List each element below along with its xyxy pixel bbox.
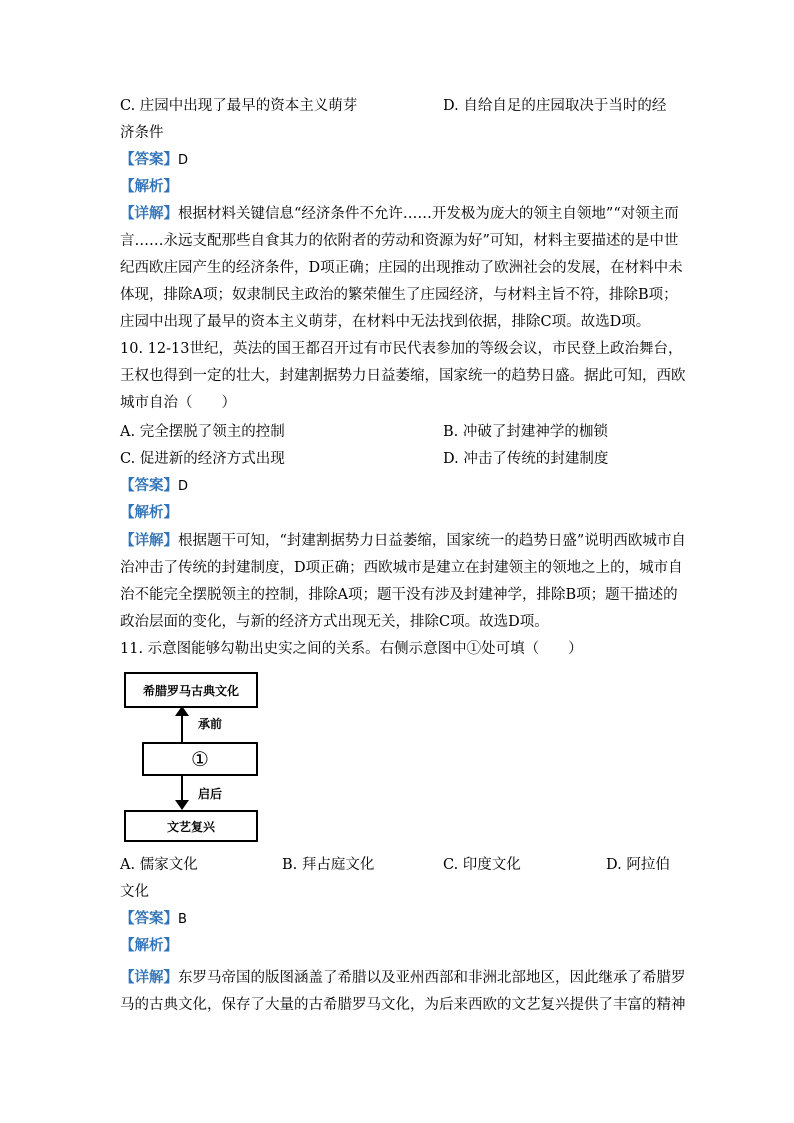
- answer-value: B: [178, 912, 187, 927]
- q11-option-d-cont: 文化: [120, 884, 149, 900]
- q9-detail-line: [120, 204, 679, 224]
- q11-answer: [120, 909, 187, 930]
- q11-analysis-tag: [120, 936, 178, 956]
- q11-option-c: C. 印度文化: [443, 857, 521, 873]
- q11-option-d: D. 阿拉伯: [606, 857, 670, 873]
- up-arrow-head-icon: [175, 706, 189, 716]
- up-arrow-label: 承前: [198, 717, 223, 731]
- q9-option-d: D. 自给自足的庄园取决于当时的经: [443, 98, 667, 114]
- q9-option-c: C. 庄园中出现了最早的资本主义萌芽: [120, 98, 358, 114]
- q9-detail-line: 庄园中出现了最早的资本主义萌芽，在材料中无法找到依据，排除C项。故选D项。: [120, 314, 651, 330]
- q10-detail-line: 治冲击了传统的封建制度，D项正确；西欧城市是建立在封建领主的领地之上的，城市自: [120, 560, 683, 576]
- q11-option-a: A. 儒家文化: [120, 857, 198, 873]
- detail-text: 根据题干可知，“封建割据势力日益萎缩，国家统一的趋势日盛”说明西欧城市自: [178, 533, 686, 549]
- q9-detail-line: 体现，排除A项；奴隶制民主政治的繁荣催生了庄园经济，与材料主旨不符，排除B项；: [120, 287, 678, 303]
- up-arrow-shaft: [181, 712, 183, 742]
- q10-option-d: D. 冲击了传统的封建制度: [443, 451, 609, 467]
- answer-value: D: [178, 153, 189, 168]
- q10-option-c: C. 促进新的经济方式出现: [120, 451, 285, 467]
- q11-stem: 11. 示意图能够勾勒出史实之间的关系。右侧示意图中①处可填（ ）: [120, 641, 583, 657]
- q10-option-a: A. 完全摆脱了领主的控制: [120, 424, 285, 440]
- answer-tag: 【答案】: [120, 477, 178, 494]
- q9-detail-line: 言……永远支配那些自食其力的依附者的劳动和资源为好”可知，材料主要描述的是中世: [120, 233, 679, 249]
- relationship-diagram: [120, 672, 270, 844]
- analysis-tag: 【解析】: [120, 178, 178, 195]
- q11-option-b: B. 拜占庭文化: [282, 857, 375, 873]
- q10-option-b: B. 冲破了封建神学的枷锁: [443, 424, 608, 440]
- q9-detail-line: 纪西欧庄园产生的经济条件，D项正确；庄园的出现推动了欧洲社会的发展，在材料中未: [120, 260, 683, 276]
- q9-answer: [120, 150, 188, 171]
- q10-analysis-tag: [120, 503, 178, 523]
- q9-option-d-cont: 济条件: [120, 125, 164, 141]
- q10-answer: [120, 476, 188, 497]
- detail-tag: 【详解】: [120, 969, 178, 986]
- q10-stem-line: 王权也得到一定的壮大，封建割据势力日益萎缩，国家统一的趋势日盛。据此可知，西欧: [120, 368, 686, 384]
- q10-stem-line: 10. 12-13世纪，英法的国王都召开过有市民代表参加的等级会议，市民登上政治舞台，: [120, 341, 683, 357]
- detail-text: 根据材料关键信息“经济条件不允许……开发极为庞大的领主自领地”“对领主而: [178, 206, 679, 222]
- q10-stem-line: 城市自治（ ）: [120, 395, 236, 411]
- down-arrow-label: 启后: [198, 787, 223, 801]
- detail-text: 东罗马帝国的版图涵盖了希腊以及亚州西部和非洲北部地区，因此继承了希腊罗: [178, 970, 686, 986]
- q11-detail-line: 马的古典文化，保存了大量的古希腊罗马文化，为后来西欧的文艺复兴提供了丰富的精神: [120, 997, 686, 1013]
- diagram-middle-box: ①: [142, 742, 258, 776]
- q10-detail-line: 治不能完全摆脱领主的控制，排除A项；题干没有涉及封建神学，排除B项；题干描述的: [120, 587, 678, 603]
- q10-detail-line: [120, 531, 686, 551]
- analysis-tag: 【解析】: [120, 937, 178, 954]
- answer-value: D: [178, 479, 189, 494]
- diagram-top-box: 希腊罗马古典文化: [124, 672, 258, 708]
- analysis-tag: 【解析】: [120, 504, 178, 521]
- q11-detail-line: [120, 968, 686, 988]
- q9-analysis-tag: [120, 177, 178, 197]
- detail-tag: 【详解】: [120, 205, 178, 222]
- answer-tag: 【答案】: [120, 151, 178, 168]
- down-arrow-head-icon: [175, 800, 189, 810]
- q10-detail-line: 政治层面的变化，与新的经济方式出现无关，排除C项。故选D项。: [120, 614, 549, 630]
- detail-tag: 【详解】: [120, 532, 178, 549]
- diagram-bottom-box: 文艺复兴: [124, 810, 258, 842]
- answer-tag: 【答案】: [120, 910, 178, 927]
